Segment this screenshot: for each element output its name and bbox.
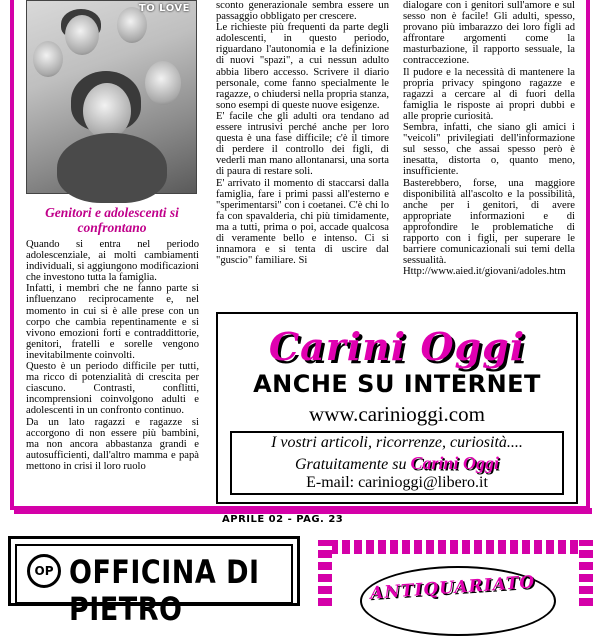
antiquariato-title: ANTIQUARIATO — [369, 572, 536, 604]
movie-photo — [26, 0, 197, 194]
officina-ad-inner — [15, 544, 293, 629]
ornamental-border-left — [318, 540, 332, 606]
paragraph: Questo è un periodo difficile per tutti, ma ricco di potenzialità di crescita per ciascuno. Contrasti, conflitti, incomprensioni coinvolgono adulti e adolescenti in un confronto continuo. — [26, 361, 199, 417]
op-logo-icon: OP — [27, 554, 61, 588]
photo-figure — [83, 83, 131, 139]
paragraph: Le richieste più frequenti da parte degli adolescenti, in questo periodo, riguardano l'autonomia e la definizione di nuovi "spazi", a cui nessun adulto abbia libero accesso. Scrivere il diario personale, come fanno specialmente le ragazze, o chiudersi nella propria stanza, sono esempi di queste nuove esigenze. — [216, 22, 389, 111]
photo-figure — [33, 41, 63, 77]
ad-headline: ANCHE SU INTERNET — [253, 370, 541, 398]
article-column-1 — [26, 239, 199, 472]
photo-figure — [145, 61, 181, 105]
source-link[interactable]: Http://www.aied.it/giovani/adoles.htm — [403, 266, 566, 278]
ad-free-line — [232, 453, 562, 474]
article-subtitle: Genitori e adolescenti si confrontano — [45, 205, 179, 235]
ad-contact-box — [230, 431, 564, 495]
paragraph: Il pudore e la necessità di mantenere la propria privacy spingono ragazze e ragazzi a cercare al di fuori della famiglia le risposte ai propri dubbi e alle proprie curiosità. — [403, 66, 575, 122]
paragraph: E' facile che gli adulti ora tendano ad essere intrusivi perché anche per loro questa è una fase difficile; c'è il timore di perdere il controllo dei figli, di vederli man mano allontanarsi, una sorta di paura di restare soli. — [216, 110, 389, 178]
movie-title: TO LOVE — [138, 3, 190, 14]
photo-figure — [65, 15, 99, 55]
paragraph: sconto generazionale sembra essere un passaggio obbligato per crescere. — [216, 0, 389, 23]
ornamental-border-right — [579, 540, 593, 606]
paragraph: Infatti, i membri che ne fanno parte si influenzano reciprocamente e, nel momento in cui si è alle prese con un corpo che cambia repentinamente e si vivono emozioni forti e contraddittorie, genitori, fratelli e sorelle vengono inevitabilmente coinvolti. — [26, 283, 199, 361]
article-column-2 — [216, 0, 389, 266]
paragraph: Sembra, infatti, che siano gli amici i "veicoli" privilegiati dell'informazione sul sesso, che assai spesso però è inesatta, distorta o, quanto meno, insufficiente. — [403, 122, 575, 178]
photo-figure — [57, 133, 167, 203]
paragraph: dialogare con i genitori sull'amore e sul sesso non è facile! Gli adulti, spesso, provano più imbarazzo dei loro figli ad affrontare argomenti come la masturbazione, il rapporto sessuale, la contraccezione. — [403, 0, 575, 67]
ad-website-link[interactable]: www.carinioggi.com — [309, 402, 485, 426]
ad-tagline: I vostri articoli, ricorrenze, curiosità.... — [271, 434, 523, 451]
paragraph: E' arrivato il momento di staccarsi dalla famiglia, fare i primi passi all'esterno e "sperimentarsi" con i coetanei. C'è chi lo fa con spavalderia, chi più timidamente, ma a tutti, prima o poi, accade qualcosa di veramente bello e intenso. Ci si innamora e si tenta di uscire dal "guscio" familiare. Si — [216, 177, 389, 267]
carini-oggi-ad — [216, 312, 578, 504]
page-footer: APRILE 02 - PAG. 23 — [222, 514, 344, 525]
ad-brand-name: Carini Oggi — [410, 453, 500, 473]
paragraph: Da un lato ragazzi e ragazze si accorgono di non essere più bambini, ma non ancora abbastanza grandi e autosufficienti, dall'altro mamma e papà mettono in crisi il loro ruolo — [26, 416, 199, 472]
officina-ad — [8, 536, 300, 629]
paragraph: Basterebbero, forse, una maggiore disponibilità all'ascolto e la possibilità, anche per i genitori, di avere appropriate informazioni e di approfondire le problematiche di rapporto con i figli, per superare le barriere comunicazionali sui temi della sessualità. — [403, 177, 575, 267]
paragraph: Quando si entra nel periodo adolescenziale, ai molti cambiamenti individuali, si aggiungono modificazioni che investono tutta la famiglia. — [26, 239, 199, 284]
article-column-3 — [403, 0, 575, 277]
ornamental-border-top — [318, 540, 593, 554]
officina-title: OFFICINA DI PIETRO — [69, 554, 260, 629]
carini-oggi-logo: Carini Oggi — [268, 324, 526, 369]
ad-free-text: Gratuitamente su — [294, 456, 407, 473]
antiquariato-ad — [318, 540, 593, 606]
ad-email-link[interactable]: E-mail: carinioggi@libero.it — [306, 474, 488, 491]
